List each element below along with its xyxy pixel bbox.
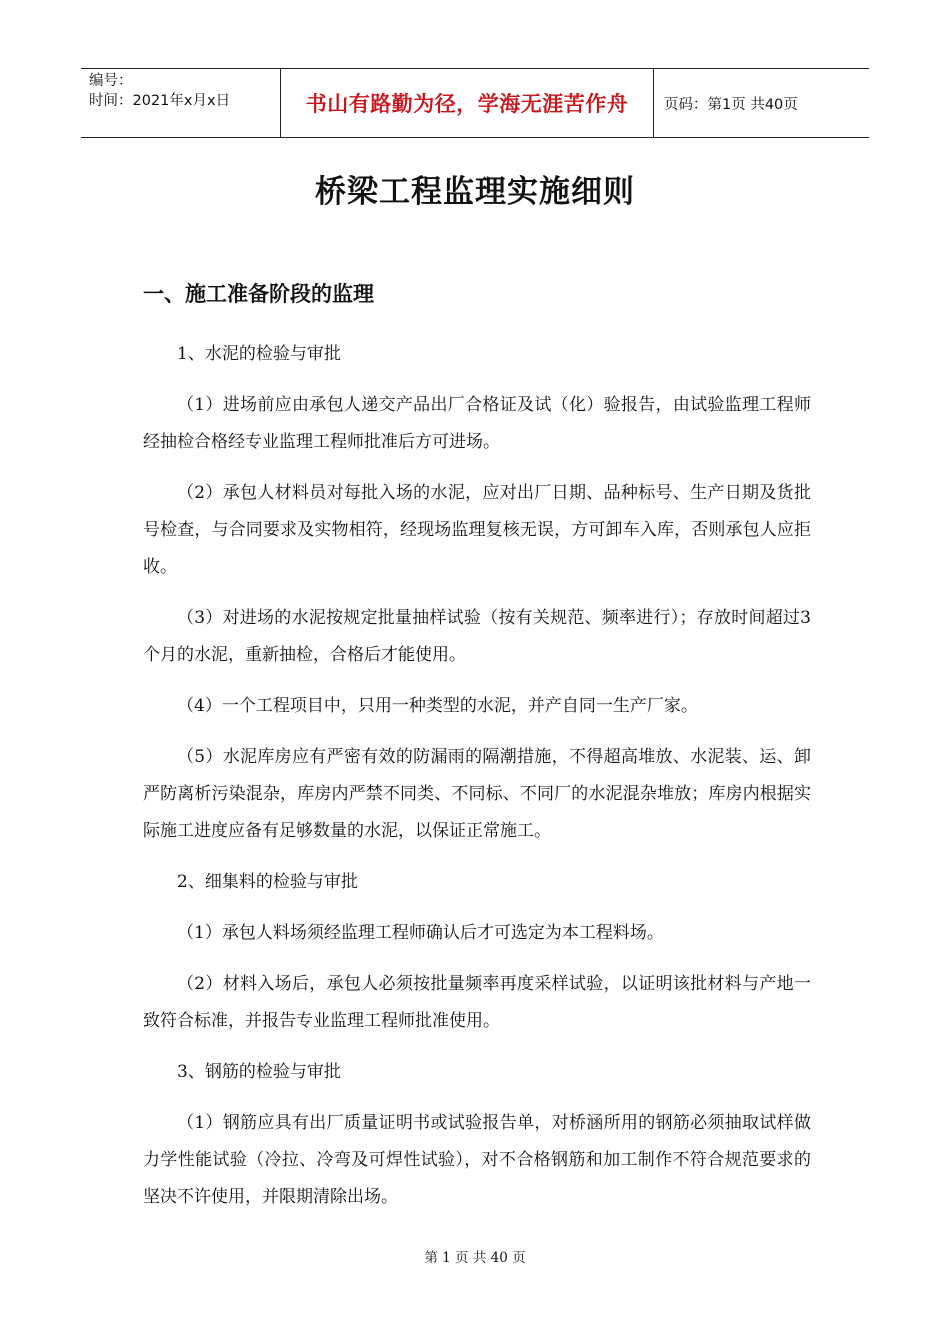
header-motto: 书山有路勤为径，学海无涯苦作舟 [281, 69, 654, 137]
paragraph: （1）承包人料场须经监理工程师确认后才可选定为本工程料场。 [177, 923, 664, 943]
document-title: 桥梁工程监理实施细则 [315, 174, 635, 210]
paragraph: 1、水泥的检验与审批 [177, 344, 341, 364]
paragraph: （3）对进场的水泥按规定批量抽样试验（按有关规范、频率进行）；存放时间超过3个月的水泥，重新抽检，合格后才能使用。 [143, 608, 811, 665]
header-meta [81, 69, 281, 137]
section-heading: 一、施工准备阶段的监理 [143, 282, 374, 306]
document-body [143, 336, 811, 1230]
paragraph: （2）承包人材料员对每批入场的水泥，应对出厂日期、品种标号、生产日期及货批号检查，与合同要求及实物相符，经现场监理复核无误，方可卸车入库，否则承包人应拒收。 [143, 483, 811, 577]
paragraph: （4）一个工程项目中，只用一种类型的水泥，并产自同一生产厂家。 [177, 696, 698, 716]
document-date: 时间：2021年x月x日 [89, 93, 231, 109]
paragraph: 3、钢筋的检验与审批 [177, 1062, 341, 1082]
page-footer: 第 1 页 共 40 页 [424, 1250, 526, 1266]
document-number-label: 编号： [89, 73, 133, 89]
paragraph: （1）钢筋应具有出厂质量证明书或试验报告单，对桥涵所用的钢筋必须抽取试样做力学性能试验（冷拉、冷弯及可焊性试验），对不合格钢筋和加工制作不符合规范要求的坚决不许使用，并限期清除出场。 [143, 1113, 811, 1207]
paragraph: （5）水泥库房应有严密有效的防漏雨的隔潮措施，不得超高堆放、水泥装、运、卸严防离析污染混杂，库房内严禁不同类、不同标、不同厂的水泥混杂堆放；库房内根据实际施工进度应备有足够数量的水泥，以保证正常施工。 [143, 747, 811, 841]
paragraph: 2、细集料的检验与审批 [177, 872, 358, 892]
paragraph: （1）进场前应由承包人递交产品出厂合格证及试（化）验报告，由试验监理工程师经抽检合格经专业监理工程师批准后方可进场。 [143, 395, 811, 452]
paragraph: （2）材料入场后，承包人必须按批量频率再度采样试验，以证明该批材料与产地一致符合标准，并报告专业监理工程师批准使用。 [143, 974, 811, 1031]
document-header [81, 68, 869, 138]
header-page-info: 页码：第1页 共40页 [664, 96, 798, 113]
